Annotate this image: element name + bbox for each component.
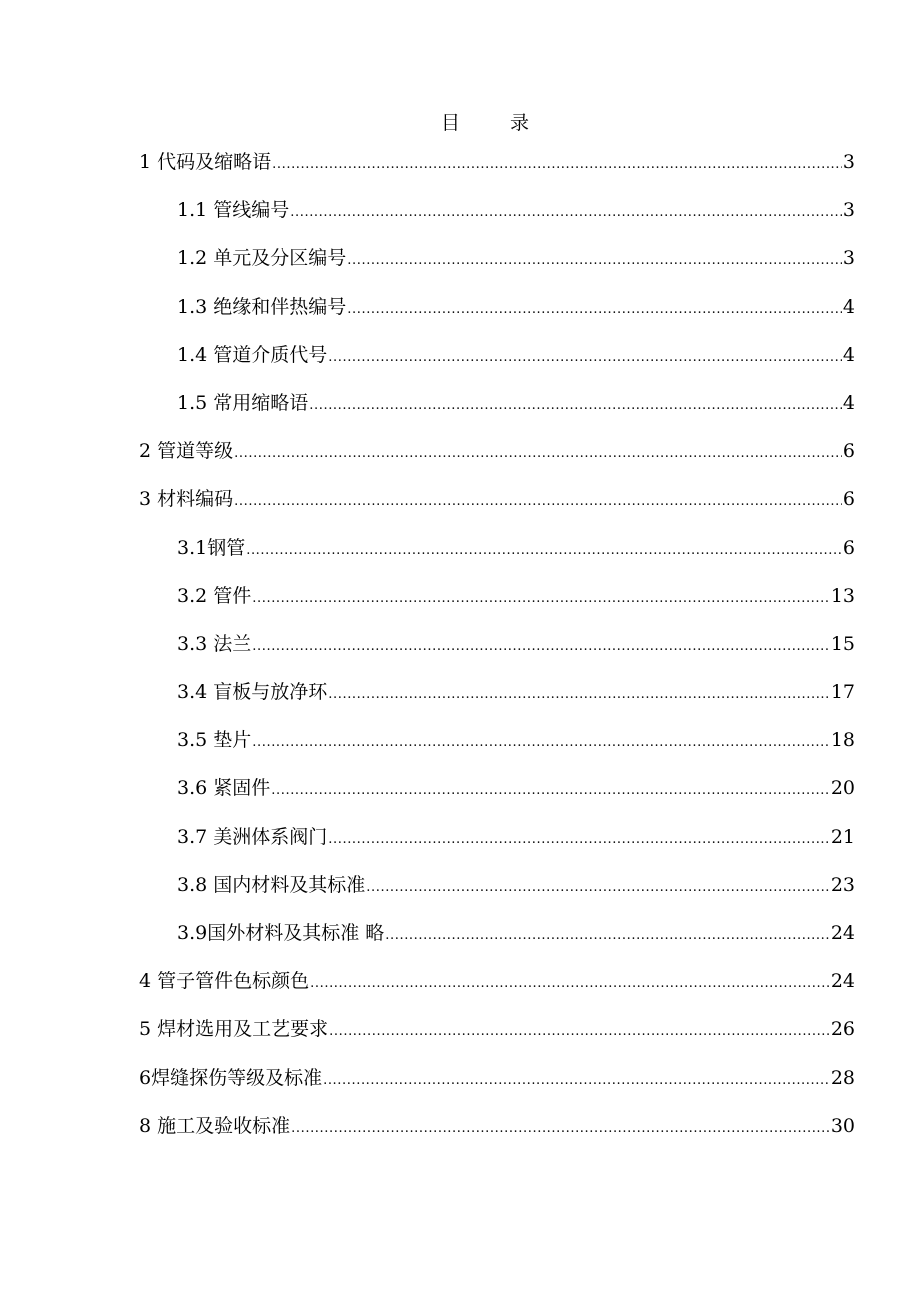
toc-dot-leader [252,630,830,664]
toc-entry[interactable] [139,531,855,579]
toc-entry-text: 6焊缝探伤等级及标准 [139,1066,323,1089]
toc-entry[interactable] [139,482,855,530]
toc-entry-text: 1.5 常用缩略语 [177,391,309,414]
toc-dot-leader [271,774,830,808]
toc-page-number: 20 [830,777,855,800]
toc-dot-leader [290,196,842,230]
toc-entry[interactable] [139,675,855,723]
toc-dot-leader [323,1064,830,1098]
toc-dot-leader [385,919,830,953]
toc-page-number: 6 [842,440,855,463]
toc-entry[interactable] [139,771,855,819]
toc-entry[interactable] [139,723,855,771]
toc-entry[interactable] [139,1012,855,1060]
toc-dot-leader [234,437,842,471]
toc-entry[interactable] [139,820,855,868]
toc-entry-text: 3.2 管件 [177,584,252,607]
toc-entry-text: 8 施工及验收标准 [139,1114,291,1137]
toc-entry-text: 3 材料编码 [139,488,234,511]
toc-dot-leader [252,582,830,616]
toc-page-number: 23 [830,873,855,896]
toc-page-number: 26 [830,1018,855,1041]
toc-entry[interactable] [139,386,855,434]
table-of-contents [139,145,855,1157]
toc-dot-leader [328,678,830,712]
toc-entry[interactable] [139,145,855,193]
toc-dot-leader [347,244,842,278]
toc-entry-text: 4 管子管件色标颜色 [139,970,310,993]
toc-entry[interactable] [139,916,855,964]
toc-page-number: 30 [830,1114,855,1137]
toc-entry-text: 3.9国外材料及其标准 略 [177,922,385,944]
toc-entry-text: 1 代码及缩略语 [139,151,272,173]
toc-page-number: 24 [830,970,855,993]
toc-entry[interactable] [139,1109,855,1157]
toc-page-number: 18 [830,729,855,752]
toc-entry[interactable] [139,193,855,241]
toc-dot-leader [310,967,830,1001]
toc-page-number: 15 [830,632,855,655]
toc-entry[interactable] [139,964,855,1012]
toc-page-number: 4 [842,343,855,366]
toc-entry[interactable] [139,338,855,386]
toc-title: 目 录 [440,112,552,134]
toc-page-number: 4 [842,391,855,414]
toc-entry-text: 3.3 法兰 [177,632,252,655]
toc-page-number: 3 [842,151,855,173]
toc-entry[interactable] [139,241,855,289]
toc-entry-text: 2 管道等级 [139,440,234,463]
toc-dot-leader [252,726,830,760]
toc-dot-leader [366,871,830,905]
toc-entry-text: 3.8 国内材料及其标准 [177,873,366,896]
toc-entry-text: 3.4 盲板与放净环 [177,681,328,704]
toc-entry-text: 1.3 绝缘和伴热编号 [177,295,347,318]
toc-page-number: 4 [842,295,855,318]
toc-page-number: 17 [830,681,855,704]
toc-entry-text: 1.1 管线编号 [177,199,290,222]
toc-entry[interactable] [139,1061,855,1109]
toc-page-number: 6 [842,536,855,559]
toc-dot-leader [309,389,842,423]
toc-page-number: 24 [830,922,855,944]
toc-dot-leader [329,1015,830,1049]
toc-entry[interactable] [139,627,855,675]
toc-entry-text: 1.4 管道介质代号 [177,343,328,366]
toc-page-number: 28 [830,1066,855,1089]
toc-entry-text: 5 焊材选用及工艺要求 [139,1018,329,1041]
toc-dot-leader [347,293,842,327]
toc-entry-text: 3.1钢管 [177,536,246,559]
toc-entry-text: 1.2 单元及分区编号 [177,247,347,270]
toc-page-number: 3 [842,199,855,222]
toc-entry-text: 3.7 美洲体系阀门 [177,825,328,848]
toc-dot-leader [328,341,842,375]
toc-dot-leader [328,823,830,857]
toc-dot-leader [246,534,842,568]
toc-entry[interactable] [139,434,855,482]
toc-page-number: 3 [842,247,855,270]
toc-entry-text: 3.5 垫片 [177,729,252,752]
toc-page-number: 21 [830,825,855,848]
toc-page-number: 6 [842,488,855,511]
toc-entry[interactable] [139,290,855,338]
toc-entry-text: 3.6 紧固件 [177,777,271,800]
toc-dot-leader [272,148,842,182]
toc-dot-leader [234,485,842,519]
toc-entry[interactable] [139,868,855,916]
toc-dot-leader [291,1112,830,1146]
toc-page-number: 13 [830,584,855,607]
toc-entry[interactable] [139,579,855,627]
